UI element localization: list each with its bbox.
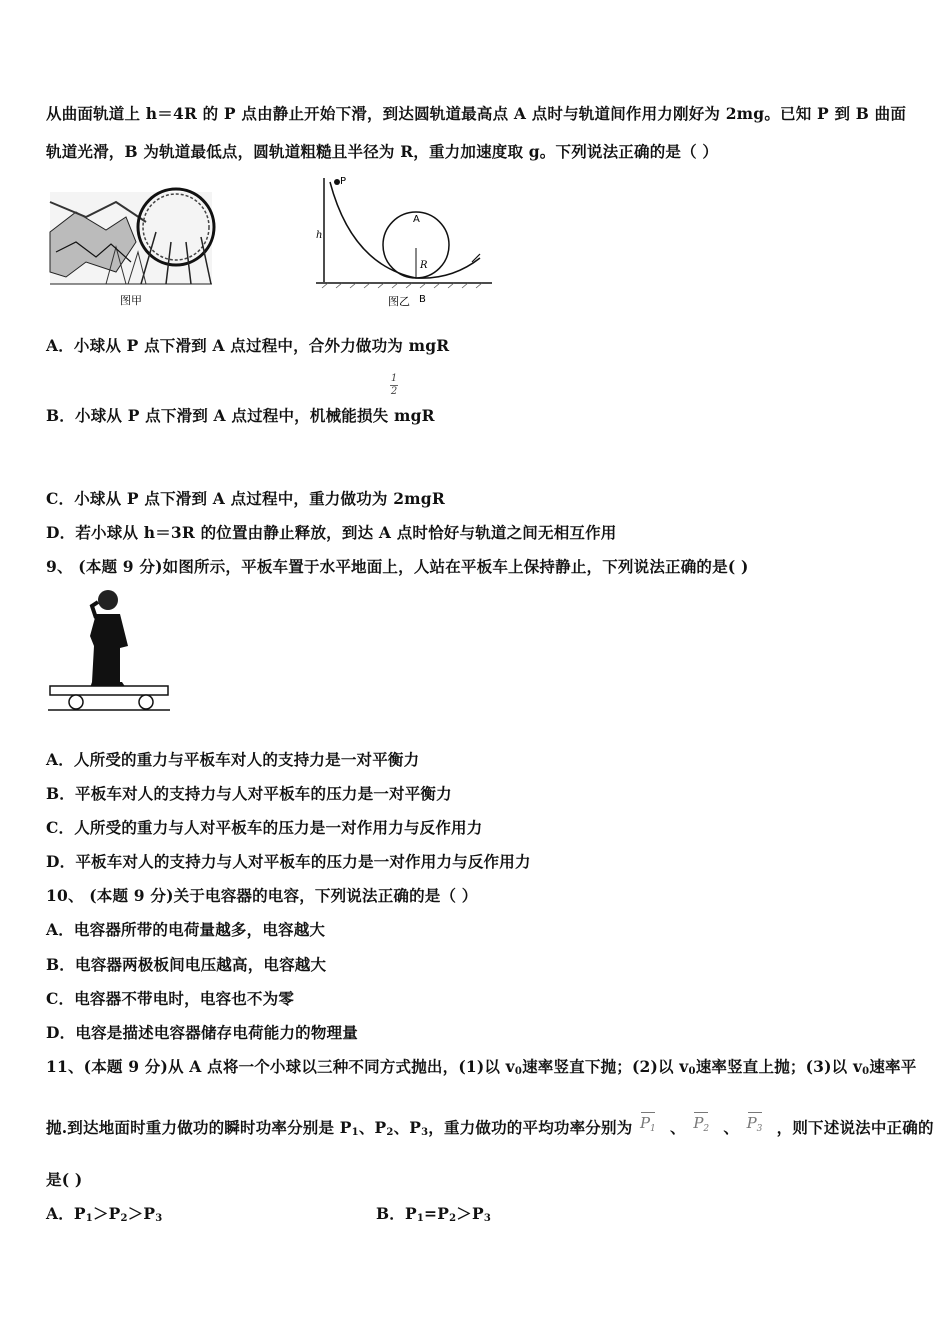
figure-right-caption: 图乙 [388,295,410,308]
q10-stem: 10、 (本题 9 分)关于电容器的电容，下列说法正确的是（ ） [46,886,478,905]
figure-track-diagram [312,170,497,315]
q9-option-b: B．平板车对人的支持力与人对平板车的压力是一对平衡力 [46,784,452,803]
q8-option-a: A．小球从 P 点下滑到 A 点过程中，合外力做功为 mgR [46,336,450,355]
person-on-cart-illustration [46,586,172,716]
q11-stem-line3: 是( ) [46,1170,83,1189]
q10-option-a: A．电容器所带的电荷量越多，电容越大 [46,920,326,939]
q9-option-d: D．平板车对人的支持力与人对平板车的压力是一对作用力与反作用力 [46,852,531,871]
label-b: B [419,294,426,305]
fraction-numerator: 1 [390,373,398,384]
q11-stem-line1: 11、(本题 9 分)从 A 点将一个小球以三种不同方式抛出，(1)以 $v_0$速率竖直下抛；(2)以 $v_0$速率竖直上抛；(3)以 $v_0$速率平 [46,1057,917,1077]
q10-option-c: C．电容器不带电时，电容也不为零 [46,989,295,1008]
fraction-denominator: 2 [390,386,398,397]
label-h: h [316,230,323,241]
label-r: R [420,260,428,271]
track-diagram-svg [312,170,497,315]
q9-option-c: C．人所受的重力与人对平板车的压力是一对作用力与反作用力 [46,818,483,837]
figure-roller-coaster-photo [46,172,216,312]
q11-stem-line2: 抛.到达地面时重力做功的瞬时功率分别是 $P_1$、$P_2$、$P_3$，重力做功的平均功率分别为 P 1 、 P 2 、 P 3 ，则下述说法中正确的 [46,1114,934,1138]
q8-option-b: B．小球从 P 点下滑到 A 点过程中，机械能损失 mgR [46,406,435,425]
q8-stem-line2: 轨道光滑，B 为轨道最低点，圆轨道粗糙且半径为 R，重力加速度取 g。下列说法正确的是（ ） [46,142,719,161]
q8-option-c: C．小球从 P 点下滑到 A 点过程中，重力做功为 2mgR [46,489,445,508]
q11-option-b: B．$P_1=P_2>P_3$ [376,1204,491,1224]
q8-stem-line1: 从曲面轨道上 h＝4R 的 P 点由静止开始下滑，到达圆轨道最高点 A 点时与轨道间作用力刚好为 2mg。已知 P 到 B 曲面 [46,104,907,123]
q8-option-d: D．若小球从 h＝3R 的位置由静止释放，到达 A 点时恰好与轨道之间无相互作用 [46,523,617,542]
q9-stem: 9、 (本题 9 分)如图所示，平板车置于水平地面上，人站在平板车上保持静止，下列说法正确的是( ) [46,557,749,576]
q10-option-d: D．电容是描述电容器储存电荷能力的物理量 [46,1023,358,1042]
roller-coaster-illustration [46,172,216,312]
figure-left-caption: 图甲 [120,294,142,307]
figure-person-on-cart [46,586,172,716]
q8-option-b-fraction [390,373,398,398]
label-p: P [340,176,347,187]
label-a: A [413,214,420,225]
average-power-p1: P 1 [640,1114,656,1134]
q11-option-a: A．$P_1>P_2>P_3$ [46,1204,163,1224]
average-power-p3: P 3 [746,1114,763,1134]
q10-option-b: B．电容器两极板间电压越高，电容越大 [46,955,327,974]
average-power-p2: P 2 [693,1114,710,1134]
q9-option-a: A．人所受的重力与平板车对人的支持力是一对平衡力 [46,750,420,769]
